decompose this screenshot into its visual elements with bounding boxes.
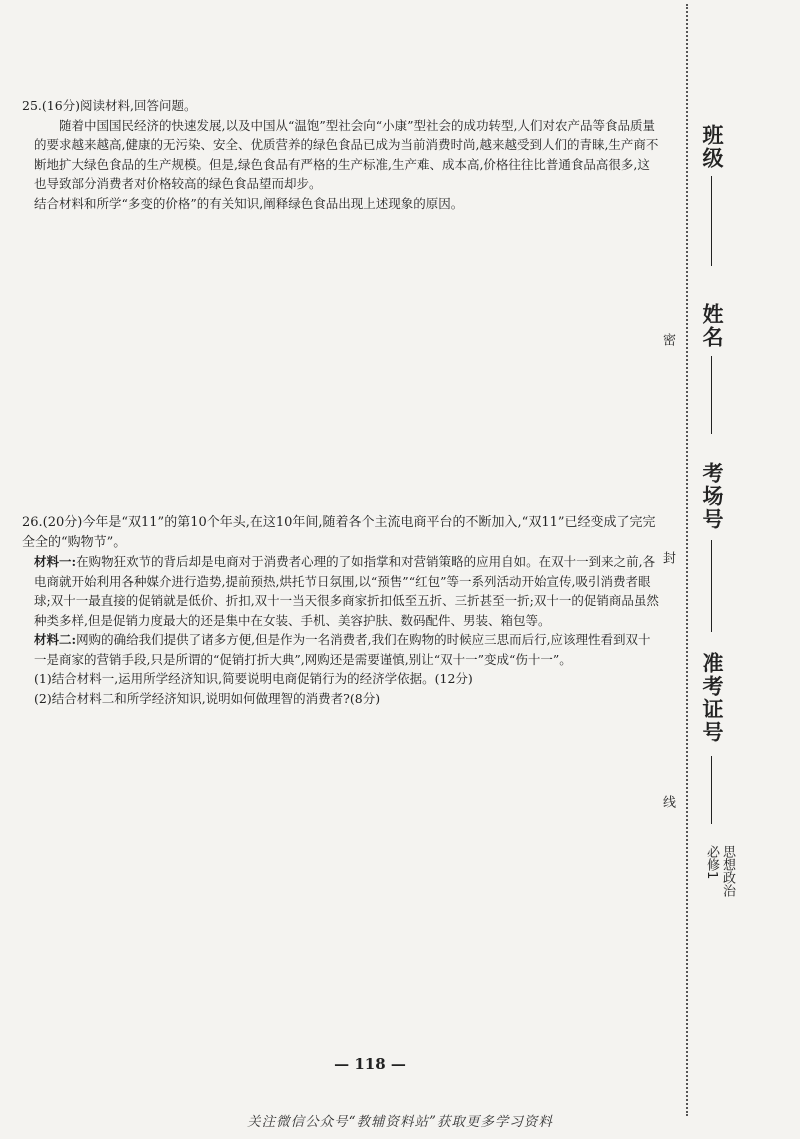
exam-room-label: 考场号 bbox=[700, 462, 724, 531]
q26-material-2-label: 材料二: bbox=[34, 632, 77, 647]
q26-material-1-text: 在购物狂欢节的背后却是电商对于消费者心理的了如指掌和对营销策略的应用自如。在双十一到来之前,各电商就开始利用各种媒介进行造势,提前预热,烘托节日氛围,以“预售”“红包”等一系列活动开始宣传,吸引消费者眼球;双十一最直接的促销就是低价、折扣,双十一当天很多商家折扣低至五折、三折甚至一折;双十一的促销商品虽然种类多样,但是促销力度最大的还是集中在女装、手机、美容护肤、数码配件、男装、箱包等。 bbox=[34, 554, 659, 628]
q26-material-2-text: 网购的确给我们提供了诸多方便,但是作为一名消费者,我们在购物的时候应三思而后行,应该理性看到双十一是商家的营销手段,只是所谓的“促销打折大典”,网购还是需要谨慎,别让“双十一”变成“伤十一”。 bbox=[34, 632, 651, 667]
q26-material-1-label: 材料一: bbox=[34, 554, 77, 569]
question-26 bbox=[22, 513, 662, 708]
q25-task: 结合材料和所学“多变的价格”的有关知识,阐释绿色食品出现上述现象的原因。 bbox=[34, 195, 464, 211]
page-number-value: 118 bbox=[354, 1055, 386, 1073]
q26-subquestion-2: (2)结合材料二和所学经济知识,说明如何做理智的消费者?(8分) bbox=[34, 690, 381, 706]
class-blank-line bbox=[711, 176, 712, 266]
exam-room-blank-line bbox=[711, 540, 712, 632]
seal-mark-feng: 封 bbox=[658, 548, 677, 567]
seal-mark-mi: 密 bbox=[658, 330, 677, 349]
seal-mark-xian: 线 bbox=[658, 792, 677, 811]
question-25 bbox=[22, 96, 662, 213]
q26-stem: 26.(20分)今年是“双11”的第10个年头,在这10年间,随着各个主流电商平台的不断加入,“双11”已经变成了完完全全的“购物节”。 bbox=[22, 515, 656, 550]
name-label: 姓名 bbox=[700, 303, 724, 349]
binding-dotted-line bbox=[686, 4, 688, 1116]
q26-material-2 bbox=[22, 630, 662, 669]
admission-number-blank-line bbox=[711, 756, 712, 824]
q25-stem: 25.(16分)阅读材料,回答问题。 bbox=[22, 98, 197, 113]
subject-label bbox=[703, 845, 735, 919]
q26-material-1 bbox=[22, 552, 662, 630]
subject-volume: 必修1 bbox=[704, 845, 719, 880]
q26-subquestion-1: (1)结合材料一,运用所学经济知识,简要说明电商促销行为的经济学依据。(12分) bbox=[34, 671, 473, 686]
admission-number-label: 准考证号 bbox=[700, 652, 724, 744]
name-blank-line bbox=[711, 356, 712, 434]
page-number: — 118 — bbox=[334, 1055, 406, 1073]
class-label: 班级 bbox=[700, 124, 724, 170]
q25-material: 随着中国国民经济的快速发展,以及中国从“温饱”型社会向“小康”型社会的成功转型,人们对农产品等食品质量的要求越来越高,健康的无污染、安全、优质营养的绿色食品已成为当前消费时尚,越来越受到人们的青睐,生产商不断地扩大绿色食品的生产规模。但是,绿色食品有严格的生产标准,生产难、成本高,价格往往比普通食品高很多,这也导致部分消费者对价格较高的绿色食品望而却步。 bbox=[34, 117, 659, 191]
footer-note: 关注微信公众号“教辅资料站”获取更多学习资料 bbox=[247, 1114, 553, 1130]
subject-name: 思想政治 bbox=[720, 845, 735, 897]
